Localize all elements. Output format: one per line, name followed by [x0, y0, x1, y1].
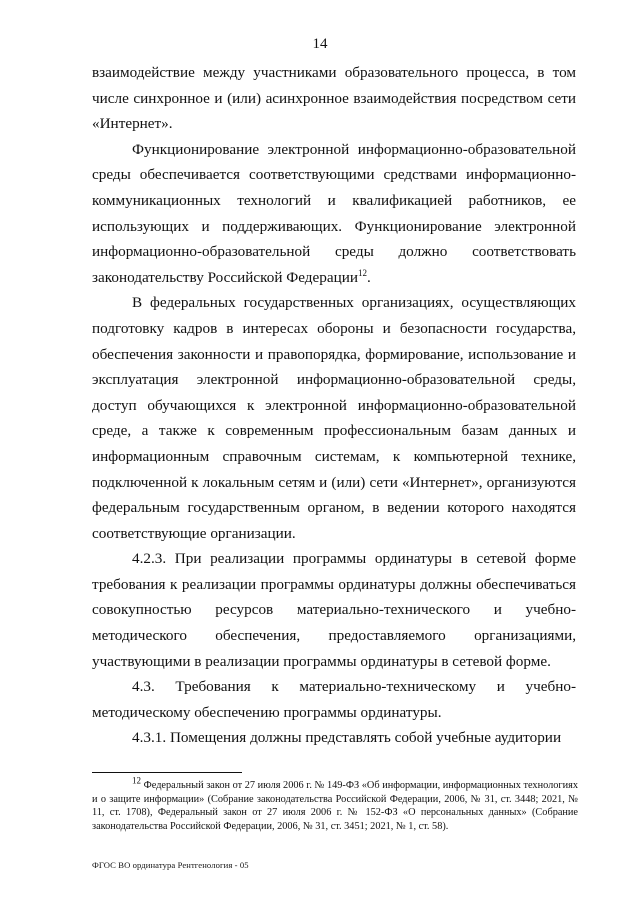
paragraph-4-3-1: 4.3.1. Помещения должны представлять собой учебные аудитории: [132, 729, 562, 747]
paragraph-continuation: взаимодействие между участниками образовательного процесса, в том числе синхронное и (или) асинхронное взаимодействия посредством сети «Интернет».: [92, 64, 576, 133]
paragraph-eios-end: .: [366, 268, 371, 286]
footnote-text: Федеральный закон от 27 июля 2006 г. № 149-ФЗ «Об информации, информационных технологиях и о защите информации» (Собрание законодательства Российской Федерации, 2006, № 31, ст. 3448; 2021, № 11, ст. 1708), Федеральный закон от 27 июля 2006 г. № 152-ФЗ «О персональных данных» (Собрание законодательства Российской Федерации, 2006, № 31, ст. 3451; 2021, № 1, ст. 58).: [92, 780, 578, 832]
paragraph-eios-functioning: [92, 137, 576, 291]
body-text: [92, 60, 576, 751]
paragraph-4-3: 4.3. Требования к материально-техническому и учебно-методическому обеспечению программы ординатуры.: [92, 678, 576, 721]
footnote-marker: 12: [132, 775, 141, 786]
footnote-divider: [92, 772, 242, 773]
document-footer: ФГОС ВО ординатура Рентгенология - 05: [92, 860, 249, 870]
paragraph-eios-text: Функционирование электронной информационно-образовательной среды обеспечивается соответствующими средствами информационно-коммуникационных технологий и квалификацией работников, ее использующих и поддерживающих. Функционирование электронной информационно-образовательной среды должно соответствовать законодательству Российской Федерации: [92, 140, 576, 286]
paragraph-federal-organizations: В федеральных государственных организациях, осуществляющих подготовку кадров в интересах обороны и безопасности государства, обеспечения законности и правопорядка, формирование, использование и эксплуатация электронной информационно-образовательной среды, доступ обучающихся к электронной информационно-образовательной среде, а также к современным профессиональным базам данных и информационным справочным системам, к компьютерной технике, подключенной к локальным сетям и (или) сети «Интернет», организуются федеральным государственным органом, в ведении которого находятся соответствующие организации.: [92, 294, 576, 542]
footnote: [92, 775, 578, 833]
page-number: 14: [312, 36, 328, 52]
paragraph-4-2-3: 4.2.3. При реализации программы ординатуры в сетевой форме требования к реализации программы ординатуры должны обеспечиваться совокупностью ресурсов материально-технического и учебно-методического обеспечения, предоставляемого организациями, участвующими в реализации программы ординатуры в сетевой форме.: [92, 550, 576, 670]
footnote-reference[interactable]: 12: [357, 267, 367, 278]
